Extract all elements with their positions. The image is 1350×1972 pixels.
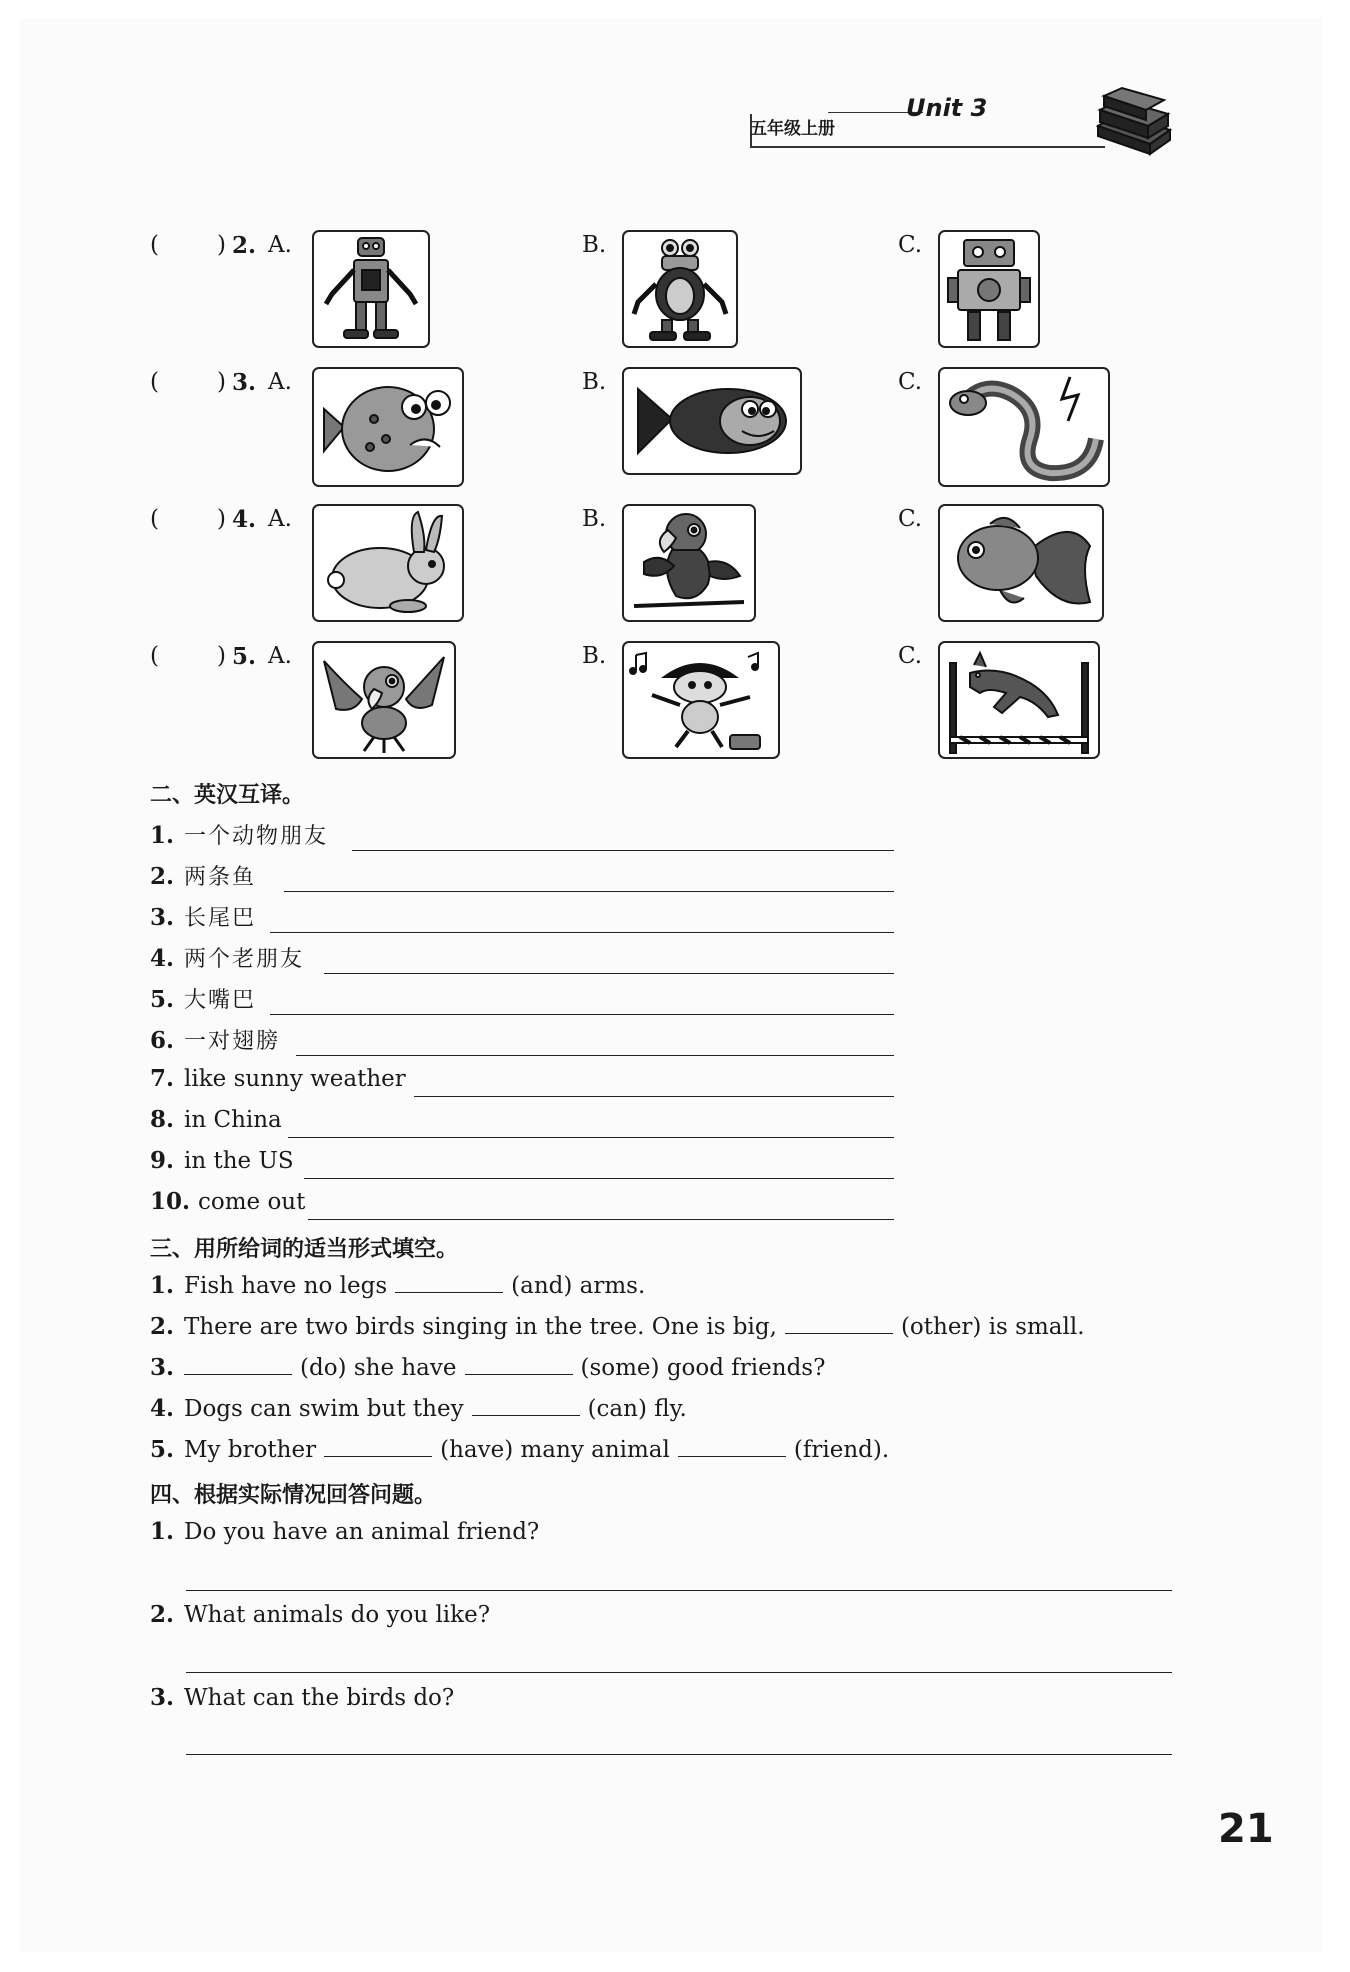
- item-number: 2.: [150, 1313, 175, 1340]
- robot-icon: [938, 230, 1040, 348]
- picture-question-4: [0, 506, 1350, 636]
- answer-paren-open: (: [150, 643, 159, 669]
- question-number: 5.: [232, 643, 257, 670]
- item-text: 长尾巴: [184, 906, 257, 931]
- item-number: 3.: [150, 1354, 175, 1381]
- option-a-label: A.: [268, 369, 292, 395]
- translation-item: [150, 860, 256, 891]
- item-text: There are two birds singing in the tree. One is big,: [184, 1314, 777, 1340]
- answer-line[interactable]: [308, 1219, 894, 1220]
- option-b-label: B.: [582, 369, 607, 395]
- option-b-label: B.: [582, 643, 607, 669]
- answer-line[interactable]: [270, 1014, 894, 1015]
- item-text: in the US: [184, 1148, 294, 1174]
- picture-question-3: [0, 369, 1350, 499]
- robot-icon: [622, 230, 738, 348]
- translation-item: [150, 1106, 282, 1133]
- fish-icon: [312, 367, 464, 487]
- item-number: 5.: [150, 1436, 175, 1463]
- option-c-label: C.: [898, 643, 923, 669]
- translation-item: [150, 983, 256, 1014]
- answer-line[interactable]: [414, 1096, 894, 1097]
- answer-line[interactable]: [352, 850, 894, 851]
- item-number: 1.: [150, 822, 175, 849]
- header-underline: [750, 146, 1105, 148]
- robot-icon: [312, 230, 430, 348]
- item-text: in China: [184, 1107, 282, 1133]
- translation-item: [150, 942, 304, 973]
- item-number: 4.: [150, 1395, 175, 1422]
- option-a-label: A.: [268, 506, 292, 532]
- item-number: 1.: [150, 1272, 175, 1299]
- answer-paren-close: ): [217, 643, 226, 669]
- option-a-label: A.: [268, 232, 292, 258]
- answer-line[interactable]: [324, 973, 894, 974]
- item-text: Dogs can swim but they: [184, 1396, 464, 1422]
- eel-icon: [938, 367, 1110, 487]
- item-number: 7.: [150, 1065, 175, 1092]
- translation-item: [150, 1147, 294, 1174]
- picture-question-5: [0, 643, 1350, 773]
- translation-item: [150, 1065, 406, 1092]
- option-c-label: C.: [898, 232, 923, 258]
- item-text: What can the birds do?: [184, 1685, 455, 1711]
- parrot-icon: [622, 504, 756, 622]
- item-number: 10.: [150, 1188, 191, 1215]
- translation-item: [150, 1024, 280, 1055]
- item-text: (some) good friends?: [580, 1355, 826, 1381]
- picture-question-2: [0, 232, 1350, 362]
- item-text: 一个动物朋友: [184, 824, 329, 849]
- fill-blank[interactable]: [785, 1313, 893, 1334]
- dancing-dog-icon: [622, 641, 780, 759]
- item-text: (friend).: [793, 1437, 890, 1463]
- item-number: 4.: [150, 945, 175, 972]
- item-text: (other) is small.: [900, 1314, 1085, 1340]
- item-number: 9.: [150, 1147, 175, 1174]
- option-b-label: B.: [582, 232, 607, 258]
- answer-line[interactable]: [284, 891, 894, 892]
- item-text: like sunny weather: [184, 1066, 406, 1092]
- section-3-title: 三、用所给词的适当形式填空。: [150, 1237, 459, 1262]
- fill-blank[interactable]: [184, 1354, 292, 1375]
- translation-item: [150, 1188, 305, 1215]
- answer-paren-open: (: [150, 232, 159, 258]
- grade-label: 五年级上册: [750, 119, 835, 139]
- fill-blank-item: [150, 1313, 1085, 1340]
- option-c-label: C.: [898, 506, 923, 532]
- answer-line[interactable]: [186, 1754, 1172, 1755]
- goldfish-icon: [938, 504, 1104, 622]
- question-item: [150, 1684, 454, 1711]
- fill-blank[interactable]: [678, 1436, 786, 1457]
- fish-icon: [622, 367, 802, 475]
- page-header: [750, 96, 1170, 156]
- item-text: (have) many animal: [440, 1437, 670, 1463]
- question-item: [150, 1518, 539, 1545]
- item-number: 1.: [150, 1518, 175, 1545]
- item-text: (and) arms.: [511, 1273, 646, 1299]
- fill-blank-item: [150, 1354, 825, 1381]
- item-text: My brother: [184, 1437, 317, 1463]
- item-number: 3.: [150, 1684, 175, 1711]
- option-c-label: C.: [898, 369, 923, 395]
- item-number: 2.: [150, 1601, 175, 1628]
- answer-line[interactable]: [296, 1055, 894, 1056]
- fill-blank[interactable]: [324, 1436, 432, 1457]
- item-text: 两个老朋友: [184, 947, 305, 972]
- translation-item: [150, 901, 256, 932]
- answer-line[interactable]: [186, 1590, 1172, 1591]
- item-text: Do you have an animal friend?: [184, 1519, 540, 1545]
- page-number: 21: [1218, 1806, 1274, 1852]
- item-text: Fish have no legs: [184, 1273, 388, 1299]
- unit-label: Unit 3: [906, 94, 988, 122]
- answer-paren-close: ): [217, 506, 226, 532]
- answer-line[interactable]: [270, 932, 894, 933]
- parrot-icon: [312, 641, 456, 759]
- item-number: 8.: [150, 1106, 175, 1133]
- fill-blank-item: [150, 1395, 687, 1422]
- item-text: come out: [198, 1189, 306, 1215]
- item-text: (do) she have: [300, 1355, 457, 1381]
- item-text: 大嘴巴: [184, 988, 257, 1013]
- answer-line[interactable]: [186, 1672, 1172, 1673]
- answer-line[interactable]: [304, 1178, 894, 1179]
- fill-blank[interactable]: [395, 1272, 503, 1293]
- answer-paren-open: (: [150, 369, 159, 395]
- fill-blank-item: [150, 1272, 645, 1299]
- item-text: What animals do you like?: [184, 1602, 491, 1628]
- item-text: 两条鱼: [184, 865, 257, 890]
- answer-paren-close: ): [217, 369, 226, 395]
- item-text: 一对翅膀: [184, 1029, 281, 1054]
- item-number: 2.: [150, 863, 175, 890]
- fill-blank-item: [150, 1436, 889, 1463]
- answer-paren-close: ): [217, 232, 226, 258]
- books-icon: [1090, 86, 1175, 156]
- answer-line[interactable]: [288, 1137, 894, 1138]
- question-item: [150, 1601, 490, 1628]
- item-number: 6.: [150, 1027, 175, 1054]
- question-number: 2.: [232, 232, 257, 259]
- section-4-title: 四、根据实际情况回答问题。: [150, 1483, 437, 1508]
- item-text: (can) fly.: [587, 1396, 687, 1422]
- section-2-title: 二、英汉互译。: [150, 783, 305, 808]
- option-b-label: B.: [582, 506, 607, 532]
- translation-item: [150, 819, 328, 850]
- jumping-dog-icon: [938, 641, 1100, 759]
- answer-paren-open: (: [150, 506, 159, 532]
- fill-blank[interactable]: [472, 1395, 580, 1416]
- question-number: 3.: [232, 369, 257, 396]
- option-a-label: A.: [268, 643, 292, 669]
- item-number: 3.: [150, 904, 175, 931]
- item-number: 5.: [150, 986, 175, 1013]
- question-number: 4.: [232, 506, 257, 533]
- fill-blank[interactable]: [465, 1354, 573, 1375]
- rabbit-icon: [312, 504, 464, 622]
